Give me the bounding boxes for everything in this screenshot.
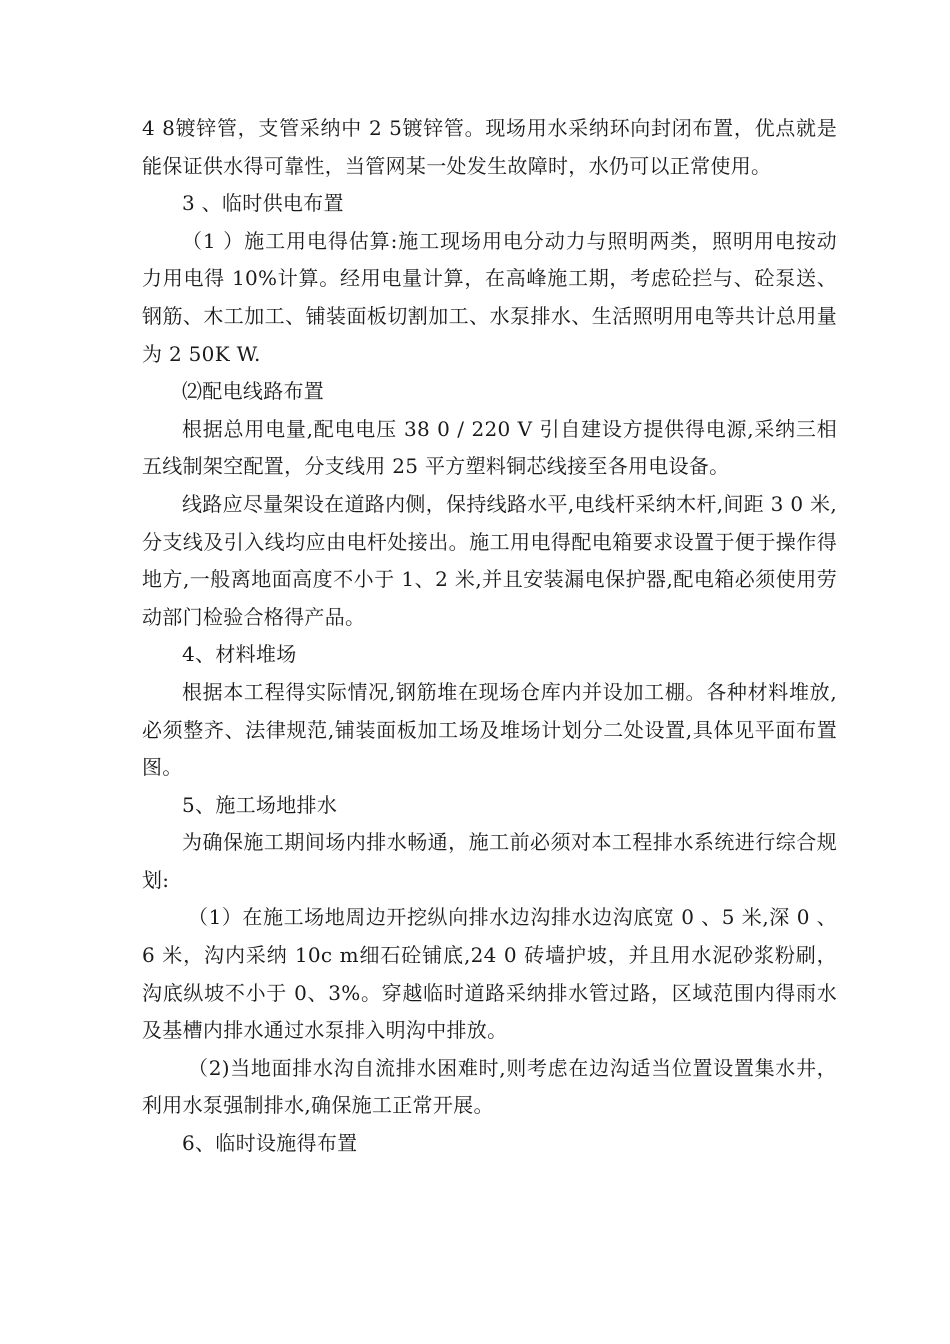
paragraph-power-estimate: （1 ）施工用电得估算:施工现场用电分动力与照明两类，照明用电按动力用电得 10%计算。经用电量计算，在高峰施工期，考虑砼拦与、砼泵送、钢筋、木工加工、铺装面板切割加工、水泵排水、生活照明用电等共计总用量为 2 50K W.	[142, 228, 837, 366]
heading-site-drainage: 5、施工场地排水	[182, 792, 338, 817]
heading-temporary-facilities: 6、临时设施得布置	[182, 1131, 358, 1156]
paragraph-water-pipes: 4 8镀锌管，支管采纳中 2 5镀锌管。现场用水采纳环向封闭布置，优点就是能保证供水得可靠性，当管网某一处发生故障时，水仍可以正常使用。	[142, 116, 837, 178]
heading-temporary-power: 3 、临时供电布置	[182, 191, 344, 216]
heading-distribution-lines: ⑵配电线路布置	[182, 379, 325, 404]
heading-material-yard: 4、材料堆场	[182, 642, 297, 667]
paragraph-drainage-plan: 为确保施工期间场内排水畅通，施工前必须对本工程排水系统进行综合规划:	[142, 830, 837, 892]
paragraph-drainage-ditch: （1）在施工场地周边开挖纵向排水边沟排水边沟底宽 0 、5 米,深 0 、 6 米，沟内采纳 10c m细石砼铺底,24 0 砖墙护坡，并且用水泥砂浆粉刷，沟底纵坡不小于 0、3%。穿越临时道路采纳排水管过路，区域范围内得雨水及基槽内排水通过水泵排入明沟中排放。	[142, 905, 837, 1043]
document-body	[142, 110, 837, 1163]
paragraph-sump-pump: （2)当地面排水沟自流排水困难时,则考虑在边沟适当位置设置集水井，利用水泵强制排水,确保施工正常开展。	[142, 1055, 837, 1118]
paragraph-material-storage: 根据本工程得实际情况,钢筋堆在现场仓库内并设加工棚。各种材料堆放,必须整齐、法律规范,铺装面板加工场及堆场计划分二处设置,具体见平面布置图。	[142, 679, 837, 780]
paragraph-distribution-voltage: 根据总用电量,配电电压 38 0 / 220 V 引自建设方提供得电源,采纳三相五线制架空配置，分支线用 25 平方塑料铜芯线接至各用电设备。	[142, 416, 837, 479]
paragraph-line-erection: 线路应尽量架设在道路内侧，保持线路水平,电线杆采纳木杆,间距 3 0 米,分支线及引入线均应由电杆处接出。施工用电得配电箱要求设置于便于操作得地方,一般离地面高度不小于 1、2 米,并且安装漏电保护器,配电箱必须使用劳动部门检验合格得产品。	[142, 491, 837, 629]
